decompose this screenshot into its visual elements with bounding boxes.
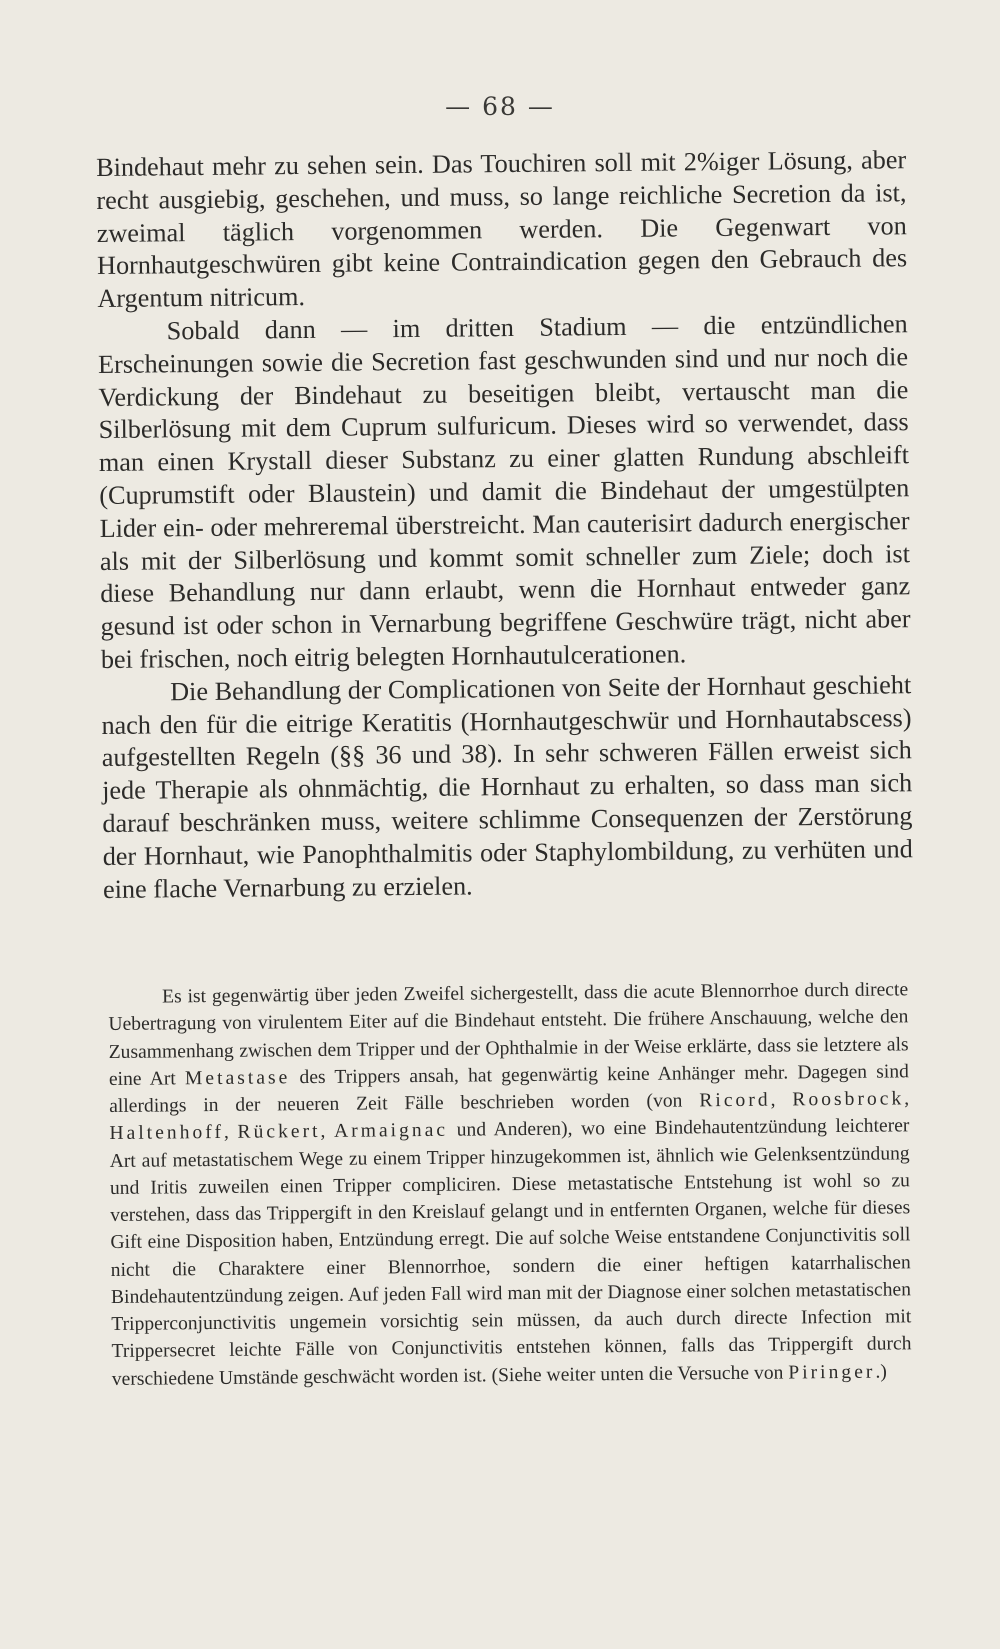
footnote-text-3: und Anderen), wo eine Bindehautentzündung leichterer Art auf metastatischem Wege zu einem Tripper hinzugekommen ist, ähnlich wie Gelenksentzündung und Iritis zuweilen einen Tripper compliciren. Diese metastatische Entstehung ist wohl so zu verstehen, dass das Trippergift in den Kreislauf gelangt und in entfernten Organen, welche für dieses Gift eine Disposition haben, Entzündung erregt. Die auf solche Weise entstandene Conjunctivitis soll nicht die Charaktere einer Blennorrhoe, sondern die einer heftigen katarrhalischen Bindehautentzündung zeigen. Auf jeden Fall wird man mit der Diagnose einer solchen metastatischen Tripperconjunctivitis ungemein vorsichtig sein müssen, da auch durch directe Infection mit Trippersecret leichte Fälle von Conjunctivitis entstehen können, falls das Trippergift durch verschiedene Umstände geschwächt worden ist. (Siehe weiter unten die Versuche von xyxy=(109,1115,912,1390)
author-separator: , xyxy=(223,1122,238,1144)
footnote-text-4: .) xyxy=(875,1361,887,1383)
author-haltenhoff: Haltenhoff xyxy=(109,1122,225,1145)
paragraph-third-stage: Sobald dann — im dritten Stadium — die entzündlichen Erscheinungen sowie die Secretion fast geschwunden sind und nur noch die Verdickung der Bindehaut zu beseitigen bleibt, vertauscht man die Silberlösung mit dem Cuprum sulfuricum. Dieses wird so verwendet, dass man einen Krystall dieser Substanz zu einer glatten Rundung abschleift (Cuprumstift oder Blaustein) und damit die Bindehaut der umgestülpten Lider ein- oder mehreremal überstreicht. Man cauterisirt dadurch energischer als mit der Silberlösung und kommt somit schneller zum Ziele; doch ist diese Behandlung nur dann erlaubt, wenn die Hornhaut entweder ganz gesund ist oder schon in Vernarbung begriffene Geschwüre trägt, nicht aber bei frischen, noch eitrig belegten Hornhautulcerationen. xyxy=(97,309,911,674)
footnote-text-1: Es ist gegenwärtig über jeden Zweifel sichergestellt, dass die acute Blennorrhoe durch directe Uebertragung von virulentem Eiter auf die Bindehaut entsteht. Die frühere Anschauung, welche den Zusammenhang zwischen dem Tripper und der Ophthalmie in der Weise erklärte, dass sie letztere als eine Art xyxy=(108,979,909,1090)
paragraph-continuation: Bindehaut mehr zu sehen sein. Das Touchiren soll mit 2%iger Lösung, aber recht ausgiebig, geschehen, und muss, so lange reichliche Secretion da ist, zweimal täglich vorgenommen werden. Die Gegenwart von Hornhautgeschwüren gibt keine Contraindication gegen den Gebrauch des Argentum nitricum. xyxy=(96,145,908,314)
author-separator: , xyxy=(904,1088,910,1110)
author-armaignac: Armaignac xyxy=(333,1119,449,1143)
footnote-paragraph xyxy=(108,976,912,1392)
author-separator: , xyxy=(770,1089,793,1111)
footnote-text-2: des Trippers ansah, hat gegenwärtig keine Anhänger mehr. Dagegen sind allerdings in der neueren Zeit Fälle beschrieben worden (von xyxy=(109,1061,909,1117)
footnote-block xyxy=(108,976,912,1392)
author-rueckert: Rückert xyxy=(237,1121,321,1144)
author-separator: , xyxy=(320,1121,335,1143)
paragraph-complications: Die Behandlung der Complicationen von Seite der Hornhaut geschieht nach den für die eitrige Keratitis (Hornhautgeschwür und Hornhautabscess) aufgestellten Regeln (§§ 36 und 38). In sehr schweren Fällen erweist sich jede Therapie als ohnmächtig, die Hornhaut zu erhalten, so dass man sich darauf beschränken muss, weitere schlimme Consequenzen der Zerstörung der Hornhaut, wie Panophthalmitis oder Staphylombildung, zu verhüten und eine flache Vernarbung zu erzielen. xyxy=(101,669,913,904)
term-metastase: Metastase xyxy=(184,1067,291,1090)
page-number: — 68 — xyxy=(445,92,555,121)
author-ricord: Ricord xyxy=(699,1089,771,1112)
author-piringer: Piringer xyxy=(788,1361,876,1383)
main-text xyxy=(96,144,913,906)
author-roosbrock: Roosbrock xyxy=(792,1088,905,1111)
